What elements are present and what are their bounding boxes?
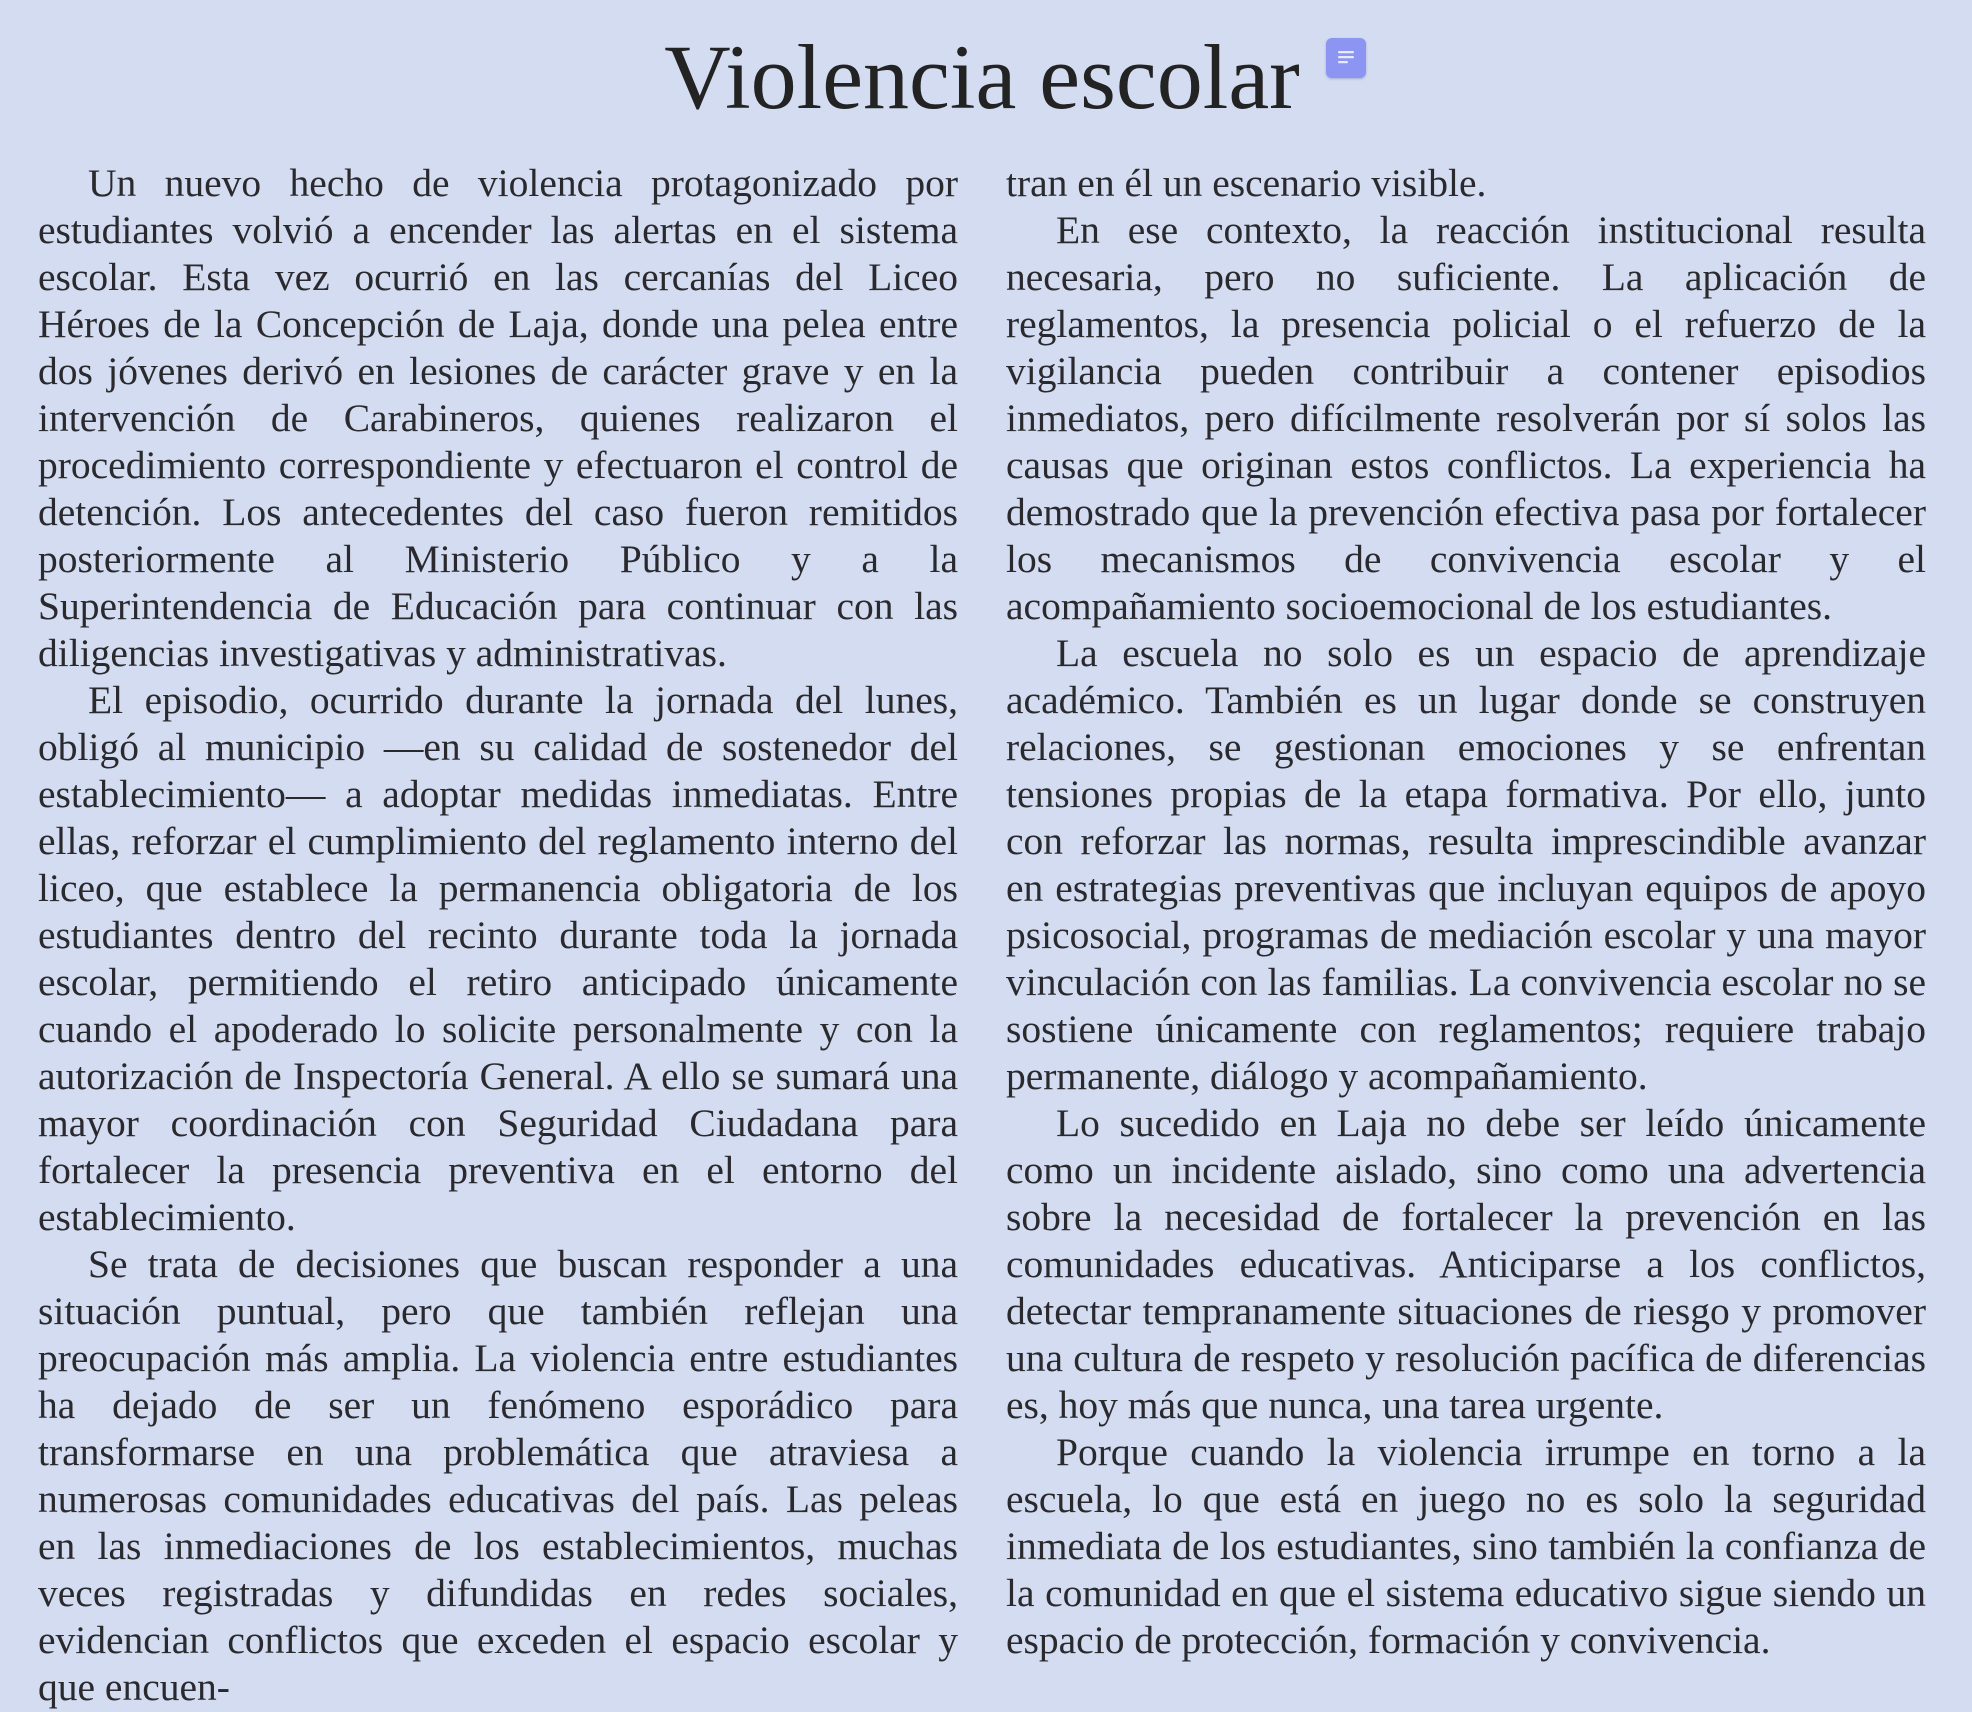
paragraph: Porque cuando la violencia irrumpe en torno a la escuela, lo que está en juego no es solo la seguridad inmediata de los estudiantes, sino también la confianza de la comunidad en que el sistema educativo sigue siendo un espacio de protección, formación y convivencia. (1006, 1430, 1926, 1662)
article-title: Violencia escolar (664, 26, 1300, 128)
paragraph: Lo sucedido en Laja no debe ser leído únicamente como un incidente aislado, sino como una advertencia sobre la necesidad de fortalecer la prevención en las comunidades educativas. Anticiparse a los conflictos, detectar tempranamente situaciones de riesgo y promover una cultura de respeto y resolución pacífica de diferencias es, hoy más que nunca, una tarea urgente. (1006, 1101, 1926, 1427)
left-column (38, 160, 958, 1711)
note-lines-icon (1326, 38, 1366, 78)
title-area (0, 22, 1972, 132)
note-icon[interactable] (1326, 38, 1366, 78)
paragraph: Se trata de decisiones que buscan responder a una situación puntual, pero que también reflejan una preocupación más amplia. La violencia entre estudiantes ha dejado de ser un fenómeno esporádico para transformarse en una problemática que atraviesa a numerosas comunidades educativas del país. Las peleas en las inmediaciones de los establecimientos, muchas veces registradas y difundidas en redes sociales, evidencian conflictos que exceden el espacio escolar y que encuen- (38, 1242, 958, 1709)
right-column (1006, 160, 1926, 1664)
paragraph: El episodio, ocurrido durante la jornada del lunes, obligó al municipio —en su calidad de sostenedor del establecimiento— a adoptar medidas inmediatas. Entre ellas, reforzar el cumplimiento del reglamento interno del liceo, que establece la permanencia obligatoria de los estudiantes dentro del recinto durante toda la jornada escolar, permitiendo el retiro anticipado únicamente cuando el apoderado lo solicite personalmente y con la autorización de Inspectoría General. A ello se sumará una mayor coordinación con Seguridad Ciudadana para fortalecer la presencia preventiva en el entorno del establecimiento. (38, 678, 958, 1239)
paragraph: En ese contexto, la reacción institucional resulta necesaria, pero no suficiente. La aplicación de reglamentos, la presencia policial o el refuerzo de la vigilancia pueden contribuir a contener episodios inmediatos, pero difícilmente resolverán por sí solos las causas que originan estos conflictos. La experiencia ha demostrado que la prevención efectiva pasa por fortalecer los mecanismos de convivencia escolar y el acompañamiento socioemocional de los estudiantes. (1006, 208, 1926, 628)
paragraph: La escuela no solo es un espacio de aprendizaje académico. También es un lugar donde se construyen relaciones, se gestionan emociones y se enfrentan tensiones propias de la etapa formativa. Por ello, junto con reforzar las normas, resulta imprescindible avanzar en estrategias preventivas que incluyan equipos de apoyo psicosocial, programas de mediación escolar y una mayor vinculación con las familias. La convivencia escolar no se sostiene únicamente con reglamentos; requiere trabajo permanente, diálogo y acompañamiento. (1006, 631, 1926, 1098)
paragraph: Un nuevo hecho de violencia protagonizado por estudiantes volvió a encender las alertas en el sistema escolar. Esta vez ocurrió en las cercanías del Liceo Héroes de la Concepción de Laja, donde una pelea entre dos jóvenes derivó en lesiones de carácter grave y en la intervención de Carabineros, quienes realizaron el procedimiento correspondiente y efectuaron el control de detención. Los antecedentes del caso fueron remitidos posteriormente al Ministerio Público y a la Superintendencia de Educación para continuar con las diligencias investigativas y administrativas. (38, 161, 958, 675)
paragraph-continuation: tran en él un escenario visible. (1006, 161, 1487, 205)
